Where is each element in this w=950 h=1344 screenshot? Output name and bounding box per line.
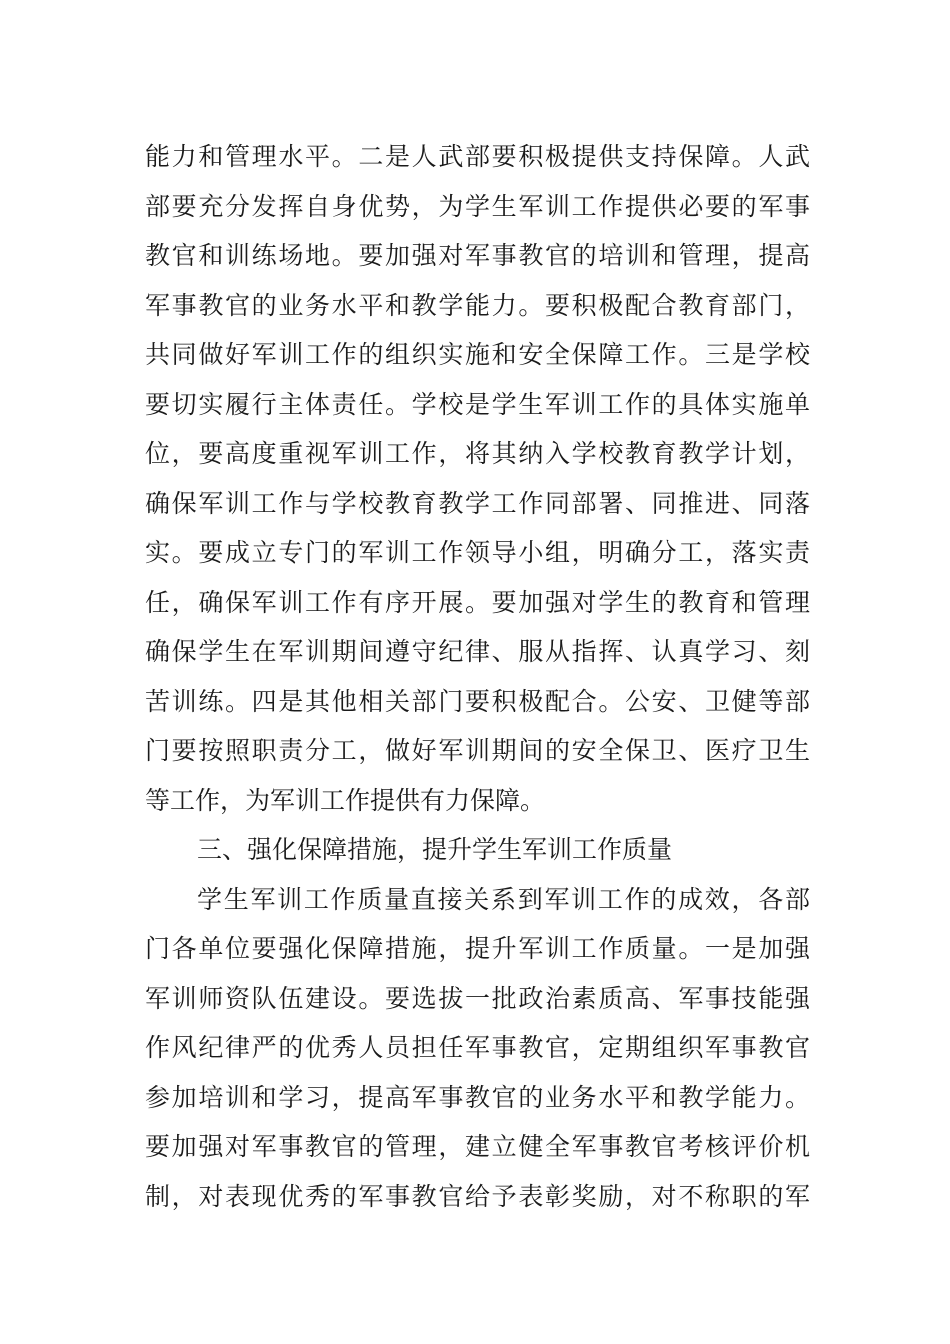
text-line: 位，要高度重视军训工作，将其纳入学校教育教学计划， xyxy=(145,439,810,468)
text-line: 制，对表现优秀的军事教官给予表彰奖励，对不称职的军 xyxy=(145,1181,810,1211)
paragraph-end-line: 等工作，为军训工作提供有力保障。 xyxy=(145,785,546,815)
text-line: 任，确保军训工作有序开展。要加强对学生的教育和管理 xyxy=(145,587,810,617)
text-line: 参加培训和学习，提高军事教官的业务水平和教学能力。 xyxy=(145,1082,810,1112)
text-line: 作风纪律严的优秀人员担任军事教官，定期组织军事教官 xyxy=(145,1033,810,1062)
text-line: 教官和训练场地。要加强对军事教官的培训和管理，提高 xyxy=(145,241,810,270)
text-line: 能力和管理水平。二是人武部要积极提供支持保障。人武 xyxy=(145,142,810,171)
section-heading: 三、强化保障措施，提升学生军训工作质量 xyxy=(197,835,673,864)
text-line: 苦训练。四是其他相关部门要积极配合。公安、卫健等部 xyxy=(145,686,810,716)
text-line: 要切实履行主体责任。学校是学生军训工作的具体实施单 xyxy=(145,389,810,419)
text-line: 实。要成立专门的军训工作领导小组，明确分工，落实责 xyxy=(145,538,810,567)
text-line: 确保军训工作与学校教育教学工作同部署、同推进、同落 xyxy=(145,488,810,518)
text-line: 要加强对军事教官的管理，建立健全军事教官考核评价机 xyxy=(145,1132,810,1161)
text-line: 门各单位要强化保障措施，提升军训工作质量。一是加强 xyxy=(145,934,810,963)
text-line: 共同做好军训工作的组织实施和安全保障工作。三是学校 xyxy=(145,340,810,369)
body-text xyxy=(145,132,810,1221)
text-line: 门要按照职责分工，做好军训期间的安全保卫、医疗卫生 xyxy=(145,736,810,765)
text-line: 确保学生在军训期间遵守纪律、服从指挥、认真学习、刻 xyxy=(145,637,810,666)
text-line: 部要充分发挥自身优势，为学生军训工作提供必要的军事 xyxy=(145,191,810,221)
text-line: 军训师资队伍建设。要选拔一批政治素质高、军事技能强 xyxy=(145,983,810,1013)
text-line: 军事教官的业务水平和教学能力。要积极配合教育部门， xyxy=(145,290,810,320)
paragraph-start-line: 学生军训工作质量直接关系到军训工作的成效，各部 xyxy=(197,884,810,914)
